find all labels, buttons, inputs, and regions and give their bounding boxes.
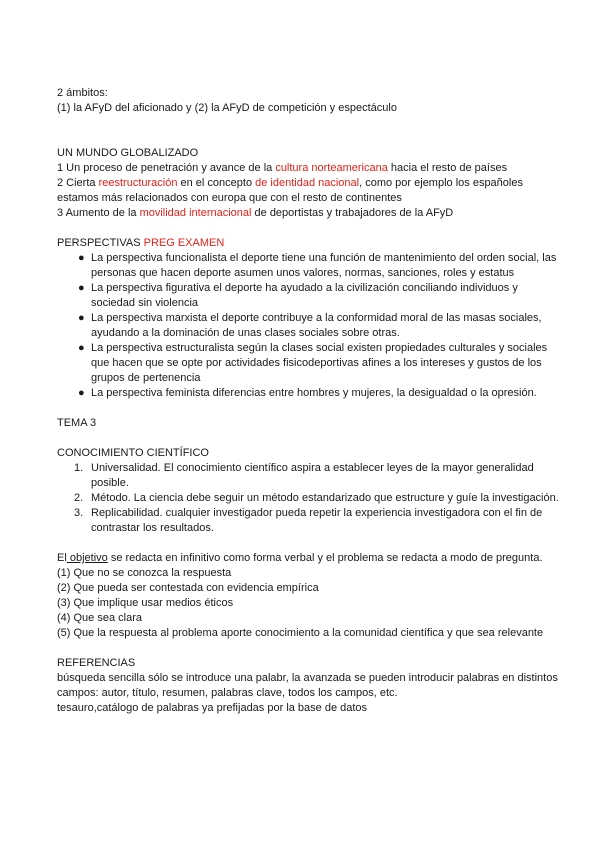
conocimiento-list <box>57 461 560 536</box>
list-item <box>57 386 560 401</box>
globalizado-item-1-end: hacia el resto de países <box>387 162 508 174</box>
conocimiento-section <box>57 446 560 536</box>
conocimiento-heading: CONOCIMIENTO CIENTÍFICO <box>57 447 209 459</box>
list-item <box>57 491 560 506</box>
referencias-section <box>57 656 560 716</box>
globalizado-item-3-end: de deportistas y trabajadores de la AFyD <box>251 207 454 219</box>
list-item <box>57 311 560 341</box>
perspectivas-list <box>57 251 560 401</box>
list-item-text: La perspectiva funcionalista el deporte tiene una función de mantenimiento del orden social, las personas que hacen deporte asumen unos valores, normas, sanciones, roles y estatus <box>91 252 557 279</box>
list-item <box>57 341 560 386</box>
list-item <box>57 461 560 491</box>
bullet-icon: ● <box>78 342 85 354</box>
list-number: 3. <box>74 507 84 519</box>
preg-examen-label: PREG EXAMEN <box>143 237 225 249</box>
referencias-line-1: búsqueda sencilla sólo se introduce una palabr, la avanzada se pueden introducir palabras en distintos campos: autor, título, resumen, palabras clave, todos los campos, etc. <box>57 672 558 699</box>
globalizado-item-2-text: 2 Cierta <box>57 177 99 189</box>
ambitos-line: (1) la AFyD del aficionado y (2) la AFyD de competición y espectáculo <box>57 102 397 114</box>
objetivo-item: (4) Que sea clara <box>57 612 142 624</box>
objetivo-section <box>57 551 560 641</box>
list-item-text: La perspectiva estructuralista según la clases social existen propiedades culturales y sociales que hacen que se opte por actividades fisicodeportivas afines a los intereses y gustos de los grupos de pertenencia <box>91 342 548 384</box>
globalizado-item-3 <box>57 206 560 221</box>
globalizado-section <box>57 146 560 221</box>
globalizado-item-2 <box>57 176 560 206</box>
globalizado-item-1-text: 1 Un proceso de penetración y avance de la <box>57 162 276 174</box>
objetivo-item: (1) Que no se conozca la respuesta <box>57 567 232 579</box>
list-number: 2. <box>74 492 84 504</box>
objetivo-intro <box>57 551 560 566</box>
objetivo-item: (3) Que implique usar medios éticos <box>57 597 234 609</box>
ambitos-title: 2 ámbitos: <box>57 87 108 99</box>
objetivo-item: (5) Que la respuesta al problema aporte conocimiento a la comunidad científica y que sea relevante <box>57 627 544 639</box>
list-item-text: La perspectiva figurativa el deporte ha ayudado a la civilización conciliando individuos y sociedad sin violencia <box>91 282 518 309</box>
list-item <box>57 251 560 281</box>
perspectivas-heading-text: PERSPECTIVAS <box>57 237 144 249</box>
list-item-text: Replicabilidad. cualquier investigador pueda repetir la experiencia investigadora con el fin de contrastar los resultados. <box>91 507 543 534</box>
objetivo-item: (2) Que pueda ser contestada con evidencia empírica <box>57 582 319 594</box>
globalizado-item-1 <box>57 161 560 176</box>
list-item-text: La perspectiva marxista el deporte contribuye a la conformidad moral de las masas sociales, ayudando a la dominación de unas clases sociales sobre otras. <box>91 312 542 339</box>
objetivo-underlined: objetivo <box>66 552 108 564</box>
tema-title: TEMA 3 <box>57 417 97 429</box>
ambitos-section <box>57 86 560 116</box>
list-item-text: La perspectiva feminista diferencias entre hombres y mujeres, la desigualdad o la opresión. <box>91 387 537 399</box>
list-item <box>57 281 560 311</box>
globalizado-item-3-text: 3 Aumento de la <box>57 207 140 219</box>
highlight-reestructuracion: reestructuración <box>98 177 178 189</box>
list-item-text: Método. La ciencia debe seguir un método estandarizado que estructure y guíe la investigación. <box>91 492 559 504</box>
globalizado-heading: UN MUNDO GLOBALIZADO <box>57 147 199 159</box>
perspectivas-heading <box>57 236 560 251</box>
highlight-movilidad: movilidad internacional <box>139 207 252 219</box>
referencias-line-2: tesauro,catálogo de palabras ya prefijadas por la base de datos <box>57 702 368 714</box>
list-number: 1. <box>74 462 84 474</box>
bullet-icon: ● <box>78 387 85 399</box>
objetivo-intro-start: El <box>57 552 67 564</box>
perspectivas-section <box>57 236 560 401</box>
highlight-cultura: cultura norteamericana <box>275 162 388 174</box>
globalizado-item-2-end: , como por ejemplo los españoles estamos más relacionados con europa que con el resto de continentes <box>57 177 523 204</box>
list-item-text: Universalidad. El conocimiento científico aspira a establecer leyes de la mayor generalidad posible. <box>91 462 534 489</box>
list-item <box>57 506 560 536</box>
highlight-identidad: de identidad nacional <box>255 177 360 189</box>
bullet-icon: ● <box>78 312 85 324</box>
referencias-heading: REFERENCIAS <box>57 657 136 669</box>
bullet-icon: ● <box>78 282 85 294</box>
globalizado-item-2-mid: en el concepto <box>177 177 256 189</box>
objetivo-intro-end: se redacta en infinitivo como forma verbal y el problema se redacta a modo de pregunta. <box>107 552 543 564</box>
bullet-icon: ● <box>78 252 85 264</box>
